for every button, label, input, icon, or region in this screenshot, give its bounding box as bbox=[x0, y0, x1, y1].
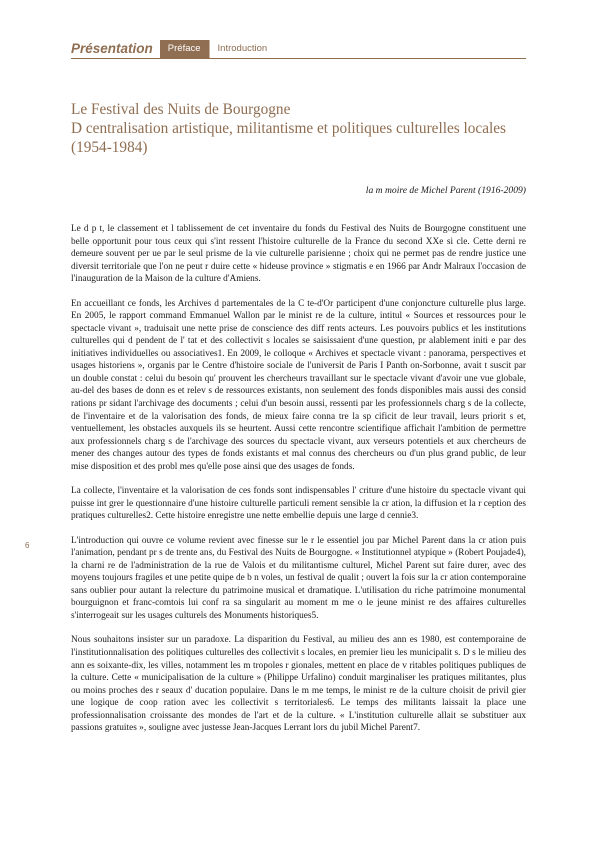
paragraph: La collecte, l'inventaire et la valorisation de ces fonds sont indispensables l' criture d'une histoire du spectacle vivant qui puisse int grer le questionnaire d'une histoire culturelle particuli rement sensible la cr ation, la diffusion et la r ception des pratiques culturelles2. Cette histoire enregistre une nette embellie depuis une large d cennie3. bbox=[71, 486, 526, 522]
dedication: la m moire de Michel Parent (1916-2009) bbox=[365, 185, 526, 196]
paragraph: Nous souhaitons insister sur un paradoxe. La disparition du Festival, au milieu des ann es 1980, est contemporaine de l'institutionnalisation des politiques culturelles des collectivit s locales, en premier lieu les municipalit s. D s le milieu des ann es soixante-dix, les villes, notamment les m tropoles r gionales, mettent en place de v ritables politiques publiques de la culture. Cette « municipalisation de la culture » (Philippe Urfalino) conduit marginaliser les pratiques militantes, plus ou moins proches des r seaux d' ducation populaire. Dans le m me temps, le minist re de la culture choisit de privil gier une logique de coop ration avec les collectivit s territoriales6. Le temps des militants laissait la place une professionnalisation croissante des mondes de l'art et de la culture. « L'institution culturelle allait se substituer aux passions gratuites », souligne avec justesse Jean-Jacques Lerrant lors du jubil Michel Parent7. bbox=[71, 635, 526, 734]
title-line: (1954-1984) bbox=[71, 139, 148, 156]
title-line: D centralisation artistique, militantisme et politiques culturelles locales bbox=[71, 120, 506, 137]
tab-preface[interactable]: Préface bbox=[160, 40, 209, 58]
tab-introduction[interactable]: Introduction bbox=[209, 40, 276, 58]
paragraph: L'introduction qui ouvre ce volume revient avec finesse sur le r le essentiel jou par Michel Parent dans la cr ation puis l'animation, pendant pr s de trente ans, du Festival des Nuits de Bourgogne. « Institutionnel atypique » (Robert Poujade4), la charni re de l'administration de la rue de Valois et du militantisme culturel, Michel Parent sut faire durer, avec des moyens toujours fragiles et une petite quipe de b n voles, un festival de qualit ; ouvert la fois sur la cr ation contemporaine sans oublier pour autant la relecture du patrimoine musical et dramatique. L'utilisation du riche patrimoine monumental bourguignon et franc-comtois lui conf ra sa singularit au moment m me o le jeune minist re des affaires culturelles s'interrogeait sur les usages culturels des Monuments historiques5. bbox=[71, 535, 526, 621]
section-header bbox=[71, 40, 526, 59]
paragraph: En accueillant ce fonds, les Archives d partementales de la C te-d'Or participent d'une conjoncture culturelle plus large. En 2005, le rapport command Emmanuel Wallon par le minist re de la culture, intitul « Sources et ressources pour le spectacle vivant », traduisait une nette prise de conscience des diff rents acteurs. Les pouvoirs publics et les institutions culturelles qui d pendent de l' tat et des collectivit s locales se saisissaient d'une question, pr alablement initi e par des initiatives individuelles ou associatives1. En 2009, le colloque « Archives et spectacle vivant : panorama, perspectives et usages historiens », organis par le Centre d'histoire sociale de l'universit de Paris I Panth on-Sorbonne, avait t suscit par un double constat : celui du besoin qu' prouvent les chercheurs travaillant sur le spectacle vivant d'avoir une vue globale, au-del des bases de donn es et relev s de ressources existants, non seulement des fonds disponibles mais aussi des consid rations pr sidant l'archivage des documents ; celui d'un besoin aussi, ressenti par les professionnels charg s de la collecte, de l'inventaire et de la valorisation des fonds, de mieux faire conna tre la sp cificit de leur travail, leurs priorit s et, ventuellement, les obstacles auxquels ils se heurtent. Aussi cette rencontre scientifique affichait l'ambition de permettre aux professionnels charg s de l'archivage des sources du spectacle vivant, aux verseurs potentiels et aux chercheurs de mener des changes autour des types de fonds existants et mal connus des chercheurs ou d'un plus grand public, de leur mise disposition et des probl mes qu'elle pose ainsi que des usages de fonds. bbox=[71, 298, 526, 472]
page-number: 6 bbox=[25, 541, 30, 550]
title-line: Le Festival des Nuits de Bourgogne bbox=[71, 101, 291, 118]
body-text bbox=[71, 223, 526, 747]
section-title: Présentation bbox=[71, 41, 153, 56]
paragraph: Le d p t, le classement et l tablissement de cet inventaire du fonds du Festival des Nuits de Bourgogne constituent une belle opportunit pour tous ceux qui s'int ressent l'histoire culturelle de la France du second XXe si cle. Cette derni re demeure souvent per ue par le seul prisme de la vie culturelle parisienne ; choix qui ne permet pas de rendre justice une diversit territoriale que l'on ne peut r duire cette « hideuse province » stigmatis e en 1966 par Andr Malraux l'occasion de l'inauguration de la Maison de la culture d'Amiens. bbox=[71, 224, 526, 285]
document-title bbox=[71, 100, 526, 157]
